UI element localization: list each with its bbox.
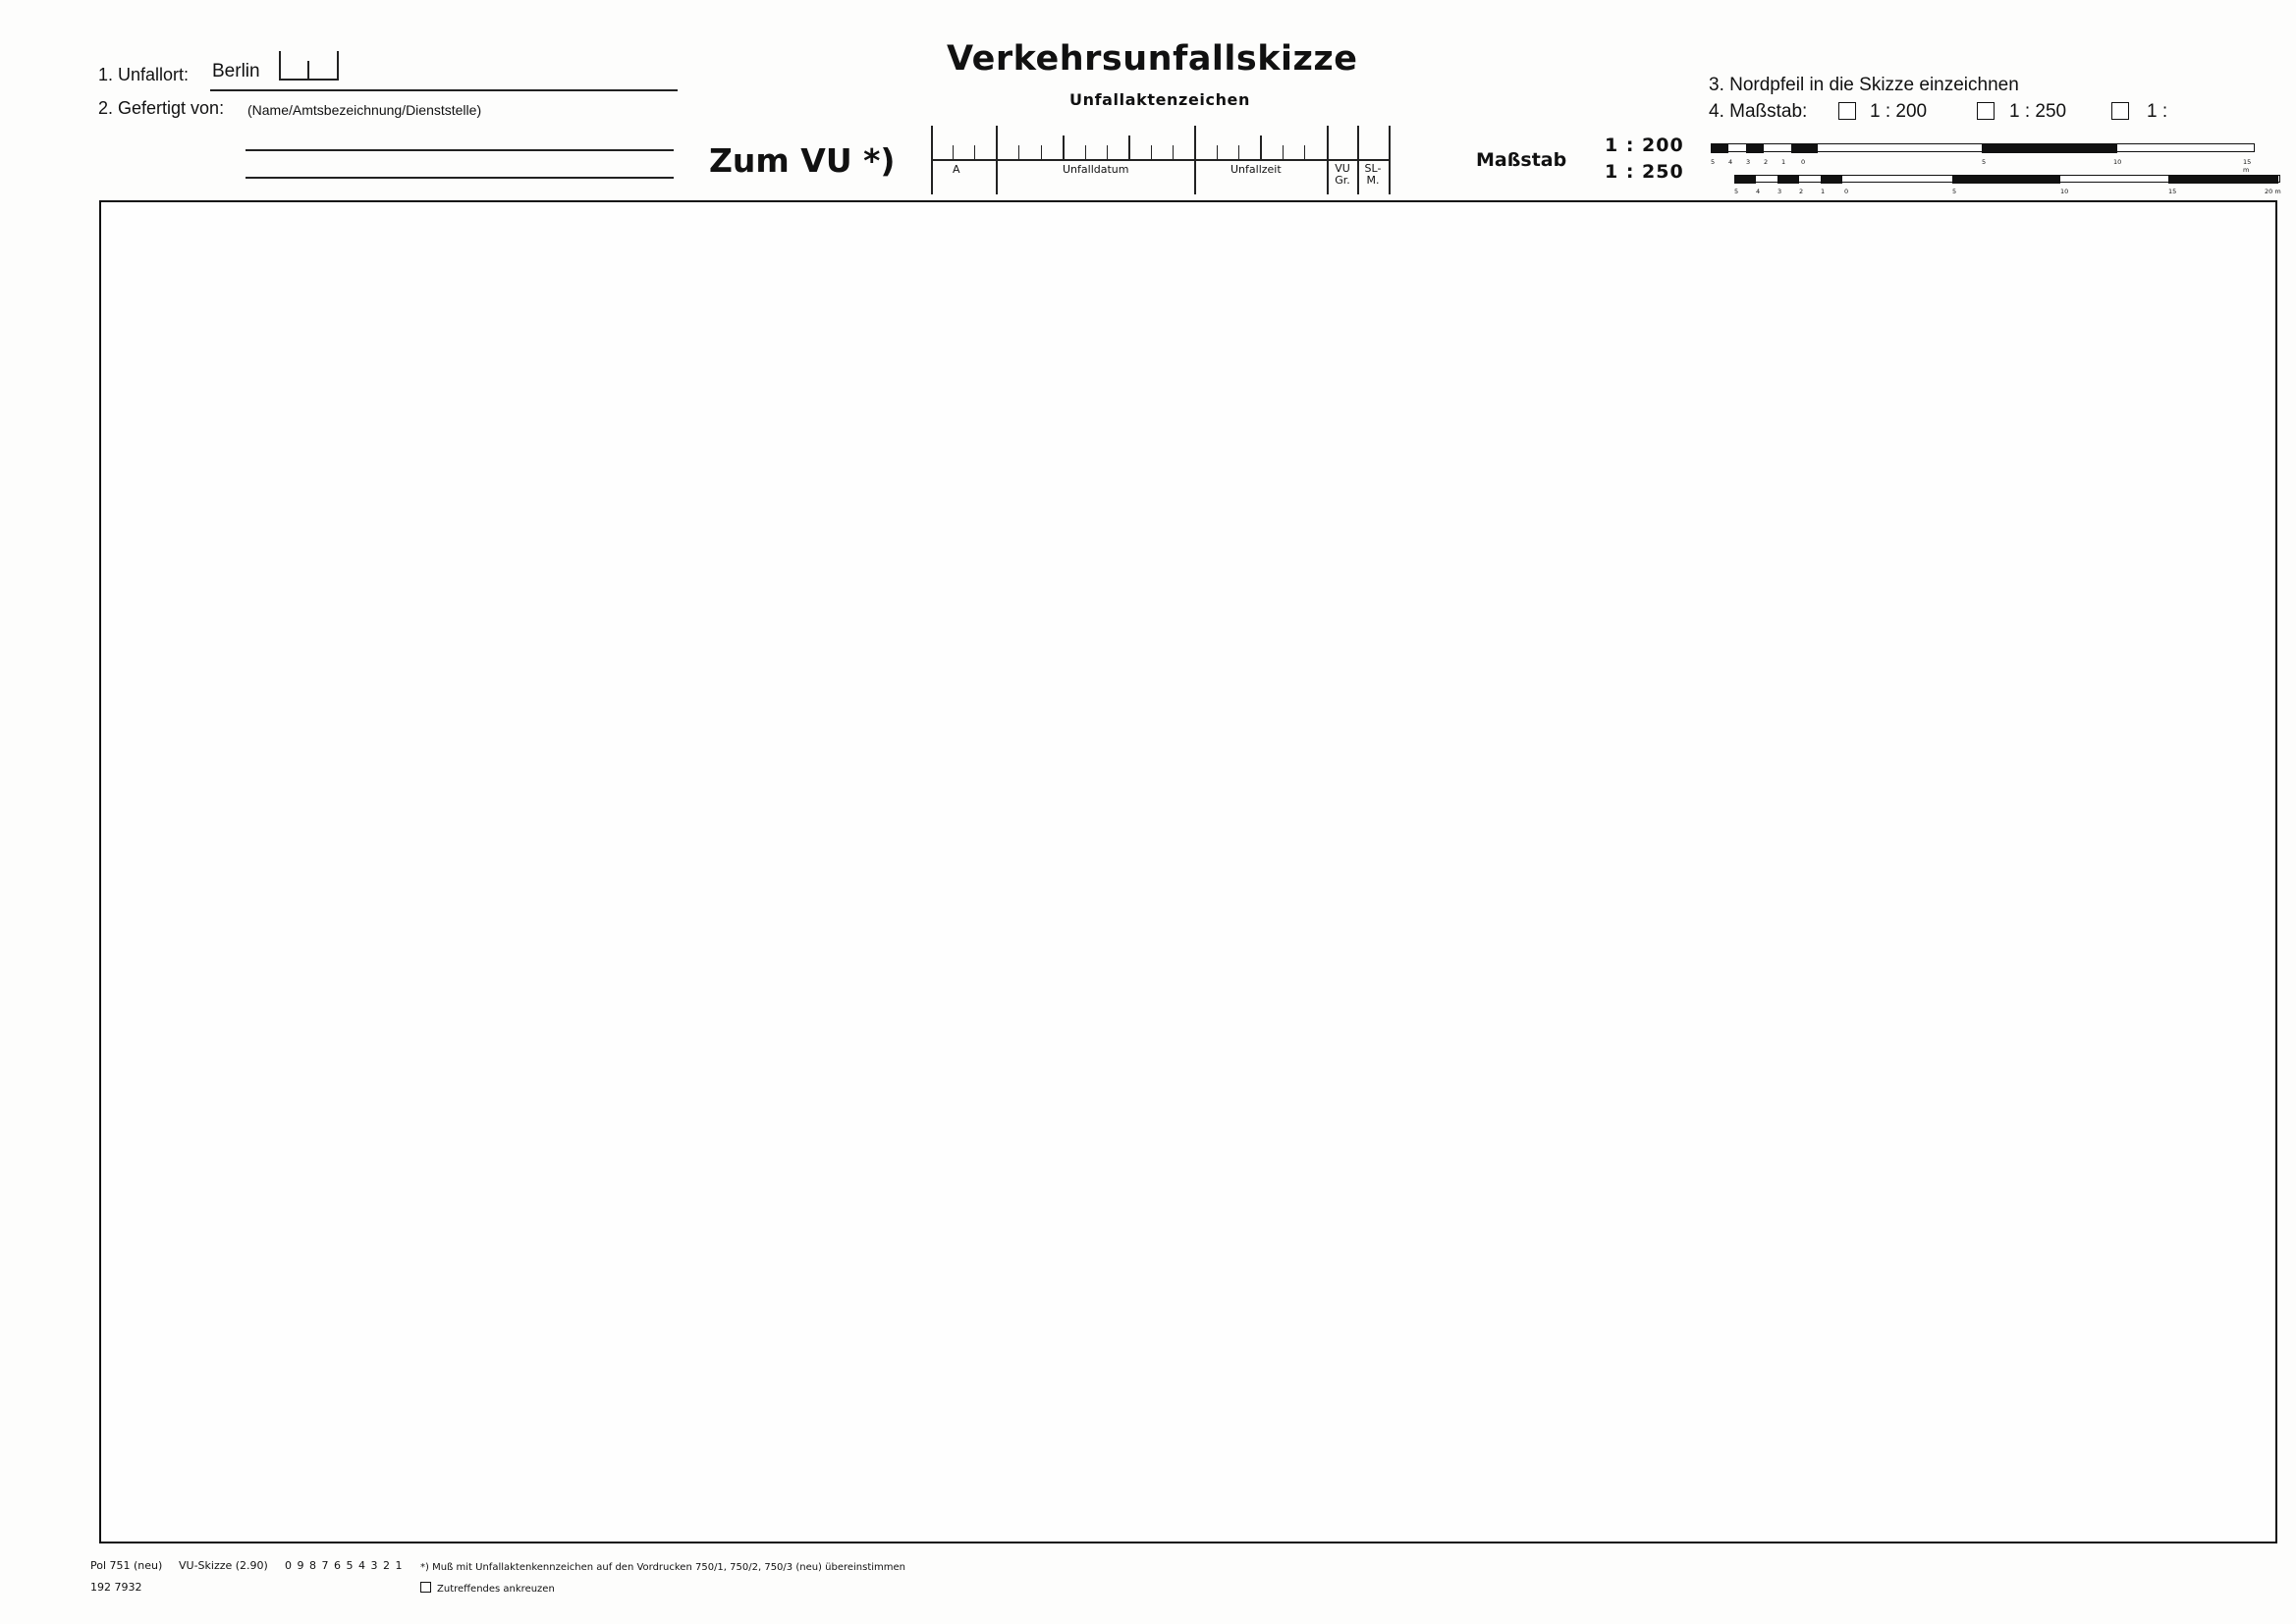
footer-note-must: *) Muß mit Unfallaktenkennzeichen auf den Vordrucken 750/1, 750/2, 750/3 (neu) übereinstimmen bbox=[420, 1562, 906, 1573]
sketch-area[interactable] bbox=[99, 200, 2277, 1543]
scale-option-custom: 1 : bbox=[2147, 101, 2168, 122]
footer-note-tick bbox=[420, 1582, 555, 1595]
scale-option-200: 1 : 200 bbox=[1870, 101, 1928, 122]
page-title: Verkehrsunfallskizze bbox=[947, 39, 1358, 79]
scale-option-250: 1 : 250 bbox=[2009, 101, 2067, 122]
scale-200-tick: 5 bbox=[1711, 158, 1716, 166]
scale-250-tick: 1 bbox=[1821, 188, 1826, 195]
footer-note-tick-text: Zutreffendes ankreuzen bbox=[437, 1584, 555, 1595]
footer-serial: 0 9 8 7 6 5 4 3 2 1 bbox=[285, 1559, 404, 1572]
footer-number: 192 7932 bbox=[90, 1581, 142, 1594]
case-field-time: Unfallzeit bbox=[1230, 163, 1282, 176]
scale-200-tick: 1 bbox=[1781, 158, 1786, 166]
case-number-grid[interactable] bbox=[931, 126, 1393, 196]
scale-250-tick: 20 m bbox=[2265, 188, 2281, 195]
scale-250-tick: 3 bbox=[1777, 188, 1782, 195]
scale-200-label: 1 : 200 bbox=[1605, 135, 1684, 156]
scale-250-tick: 5 bbox=[1952, 188, 1957, 195]
field-nordpfeil-label: 3. Nordpfeil in die Skizze einzeichnen bbox=[1709, 75, 2019, 95]
field-unfallort-label: 1. Unfallort: bbox=[98, 65, 190, 84]
scale-checkbox-250[interactable] bbox=[1977, 102, 1995, 120]
scale-bar-250 bbox=[1734, 175, 2284, 200]
field-gefertigt-hint: (Name/Amtsbezeichnung/Dienststelle) bbox=[247, 102, 482, 118]
scale-200-tick: 15 m bbox=[2243, 158, 2252, 174]
scale-250-tick: 15 bbox=[2168, 188, 2177, 195]
page-subtitle: Unfallaktenzeichen bbox=[1069, 90, 1251, 109]
scale-250-tick: 4 bbox=[1756, 188, 1761, 195]
field-massstab-label: 4. Maßstab: bbox=[1709, 101, 1808, 122]
case-field-sl-m: SL- M. bbox=[1364, 162, 1382, 187]
scale-200-tick: 2 bbox=[1764, 158, 1769, 166]
scale-checkbox-custom[interactable] bbox=[2111, 102, 2129, 120]
gefertigt-line-1[interactable] bbox=[246, 149, 674, 151]
district-box-mid bbox=[307, 61, 309, 80]
footer-sketch-code: VU-Skizze (2.90) bbox=[179, 1559, 268, 1572]
scale-250-label: 1 : 250 bbox=[1605, 161, 1684, 183]
massstab-heading: Maßstab bbox=[1476, 149, 1567, 171]
scale-250-tick: 0 bbox=[1844, 188, 1849, 195]
scale-200-tick: 4 bbox=[1728, 158, 1733, 166]
scale-250-tick: 2 bbox=[1799, 188, 1804, 195]
zum-vu-label: Zum VU *) bbox=[709, 141, 896, 180]
checkbox-icon bbox=[420, 1582, 431, 1593]
scale-bar-200 bbox=[1711, 143, 2257, 173]
case-field-a: A bbox=[953, 163, 960, 176]
scale-250-tick: 5 bbox=[1734, 188, 1739, 195]
unfallort-underline bbox=[210, 89, 678, 91]
district-box-left bbox=[279, 51, 281, 81]
scale-200-tick: 3 bbox=[1746, 158, 1751, 166]
case-field-vu-gr: VU Gr. bbox=[1335, 162, 1350, 187]
scale-200-tick: 0 bbox=[1801, 158, 1806, 166]
district-box-right bbox=[337, 51, 339, 81]
gefertigt-line-2[interactable] bbox=[246, 177, 674, 179]
scale-200-tick: 10 bbox=[2113, 158, 2122, 166]
scale-200-tick: 5 bbox=[1982, 158, 1987, 166]
scale-checkbox-200[interactable] bbox=[1838, 102, 1856, 120]
field-unfallort-value[interactable]: Berlin bbox=[212, 61, 260, 81]
scale-250-tick: 10 bbox=[2060, 188, 2069, 195]
footer-form-code: Pol 751 (neu) bbox=[90, 1559, 163, 1572]
field-gefertigt-label: 2. Gefertigt von: bbox=[98, 98, 225, 118]
case-field-date: Unfalldatum bbox=[1063, 163, 1129, 176]
